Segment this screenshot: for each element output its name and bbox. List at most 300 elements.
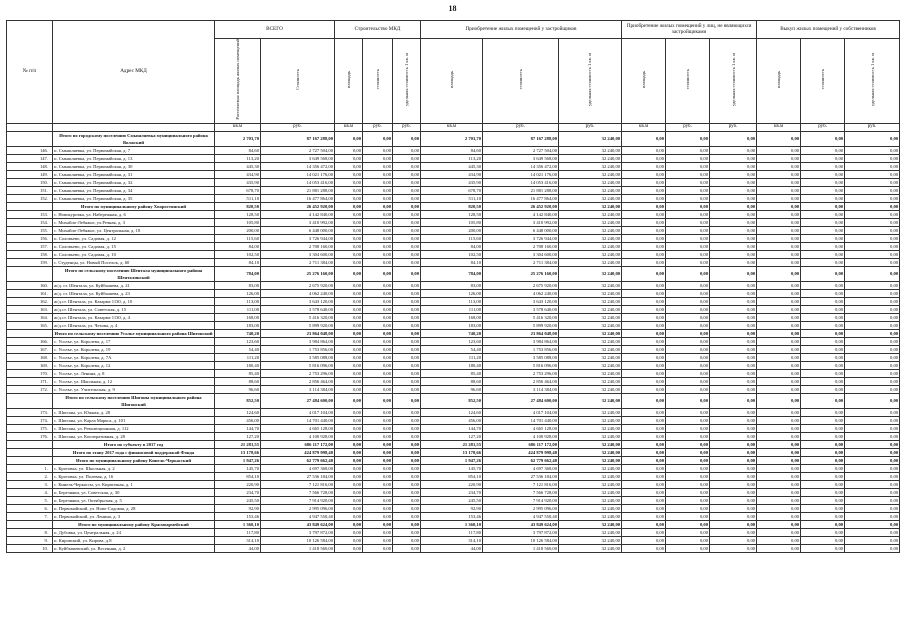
- unit-area: кв.м: [622, 123, 666, 131]
- value-cell: 0,00: [363, 281, 393, 289]
- value-cell: 0,00: [622, 321, 666, 329]
- value-cell: 21 281,55: [421, 440, 483, 448]
- value-cell: 0,00: [393, 536, 421, 544]
- value-cell: 0,00: [622, 480, 666, 488]
- subtotal-row: [7, 456, 900, 464]
- value-cell: 0,00: [335, 504, 363, 512]
- value-cell: 180,40: [215, 361, 261, 369]
- subtotal-label: Итого по этапу 2017 года с финансовой поддержкой Фонда: [53, 448, 215, 456]
- value-cell: 32 240,00: [559, 250, 622, 258]
- value-cell: 0,00: [622, 186, 666, 194]
- value-cell: 0,00: [335, 234, 363, 242]
- value-cell: 7 121 816,00: [261, 480, 335, 488]
- value-cell: 3 585 088,00: [483, 353, 559, 361]
- value-cell: 4 142 840,00: [261, 210, 335, 218]
- row-number: 5.: [7, 496, 53, 504]
- value-cell: 0,00: [757, 385, 801, 393]
- row-number: [7, 393, 53, 408]
- table-row: [7, 297, 900, 305]
- subtotal-row: [7, 266, 900, 281]
- value-cell: 0,00: [393, 345, 421, 353]
- value-cell: 0,00: [757, 472, 801, 480]
- value-cell: 4 665 128,00: [261, 424, 335, 432]
- value-cell: 3 984 864,00: [483, 337, 559, 345]
- value-cell: 0,00: [666, 194, 710, 202]
- value-cell: 0,00: [801, 337, 845, 345]
- value-cell: 0,00: [363, 528, 393, 536]
- value-cell: 96,60: [215, 385, 261, 393]
- value-cell: 0,00: [393, 305, 421, 313]
- value-cell: 0,00: [666, 131, 710, 146]
- value-cell: 0,00: [335, 456, 363, 464]
- value-cell: 111,00: [421, 305, 483, 313]
- value-cell: 0,00: [710, 520, 757, 528]
- value-cell: 0,00: [666, 297, 710, 305]
- value-cell: 0,00: [710, 369, 757, 377]
- page-number: 18: [448, 4, 457, 13]
- row-number: 173.: [7, 408, 53, 416]
- value-cell: 0,00: [710, 234, 757, 242]
- value-cell: 0,00: [666, 242, 710, 250]
- value-cell: 0,00: [710, 480, 757, 488]
- address-cell: п. Смышляевка, ул. Первомайская, д. 13: [53, 154, 215, 162]
- address-cell: с. Кротовка, ул. Полевая, д. 16: [53, 472, 215, 480]
- value-cell: 0,00: [666, 234, 710, 242]
- table-row: [7, 162, 900, 170]
- value-cell: 14 021 176,00: [483, 170, 559, 178]
- value-cell: 0,00: [393, 194, 421, 202]
- row-number: 163.: [7, 305, 53, 313]
- value-cell: 0,00: [363, 210, 393, 218]
- value-cell: 0,00: [710, 305, 757, 313]
- value-cell: 0,00: [710, 194, 757, 202]
- value-cell: 0,00: [710, 281, 757, 289]
- value-cell: 7 914 920,00: [261, 496, 335, 504]
- subheader-area: площадь: [335, 39, 363, 124]
- value-cell: 678,70: [421, 186, 483, 194]
- value-cell: 0,00: [757, 440, 801, 448]
- value-cell: 0,00: [622, 369, 666, 377]
- value-cell: 1 947,26: [421, 456, 483, 464]
- value-cell: 0,00: [666, 154, 710, 162]
- value-cell: 0,00: [335, 377, 363, 385]
- row-number: 169.: [7, 361, 53, 369]
- value-cell: 0,00: [710, 226, 757, 234]
- row-number: 147.: [7, 154, 53, 162]
- value-cell: 854,10: [421, 472, 483, 480]
- address-cell: с. Усолье, ул. Королева, д. 12: [53, 361, 215, 369]
- value-cell: 445,30: [421, 162, 483, 170]
- row-number: 152.: [7, 194, 53, 202]
- value-cell: 32 240,00: [559, 448, 622, 456]
- value-cell: 2 675 920,00: [483, 281, 559, 289]
- value-cell: 511,10: [421, 194, 483, 202]
- value-cell: 0,00: [801, 178, 845, 186]
- table-row: [7, 281, 900, 289]
- unit-area: кв.м: [757, 123, 801, 131]
- address-cell: ж/д. ст. Шентала, ул. Куйбышева, д. 21: [53, 281, 215, 289]
- value-cell: 0,00: [801, 480, 845, 488]
- value-cell: 0,00: [801, 250, 845, 258]
- value-cell: 32 240,00: [559, 131, 622, 146]
- address-cell: с. Новокуровка, ул. Набережная, д. 6: [53, 210, 215, 218]
- table-row: [7, 242, 900, 250]
- value-cell: 0,00: [393, 448, 421, 456]
- value-cell: 84,60: [215, 146, 261, 154]
- row-number: 150.: [7, 178, 53, 186]
- value-cell: 424 879 998,40: [261, 448, 335, 456]
- value-cell: 32 240,00: [559, 520, 622, 528]
- value-cell: 0,00: [393, 281, 421, 289]
- value-cell: 0,00: [666, 345, 710, 353]
- row-number: [7, 202, 53, 210]
- value-cell: 0,00: [393, 266, 421, 281]
- value-cell: 0,00: [666, 353, 710, 361]
- value-cell: 0,00: [757, 424, 801, 432]
- value-cell: 32 240,00: [559, 321, 622, 329]
- value-cell: 5 899 920,00: [483, 321, 559, 329]
- value-cell: 0,00: [666, 266, 710, 281]
- address-cell: ж/д.ст. Шентала, ул. Казарма 1130, д. 10: [53, 297, 215, 305]
- value-cell: 6 448 000,00: [261, 226, 335, 234]
- table-row: [7, 146, 900, 154]
- value-cell: 0,00: [622, 472, 666, 480]
- value-cell: 4 062 240,00: [261, 289, 335, 297]
- value-cell: 852,50: [215, 393, 261, 408]
- value-cell: 3 410 992,00: [483, 218, 559, 226]
- value-cell: 113,00: [421, 297, 483, 305]
- address-cell: с. Усолье, ул. Королева, д. 19: [53, 345, 215, 353]
- value-cell: 0,00: [710, 329, 757, 337]
- value-cell: 0,00: [363, 464, 393, 472]
- value-cell: 92,90: [215, 504, 261, 512]
- value-cell: 0,00: [622, 242, 666, 250]
- table-row: [7, 504, 900, 512]
- value-cell: 0,00: [335, 536, 363, 544]
- value-cell: 0,00: [845, 226, 900, 234]
- value-cell: 0,00: [393, 154, 421, 162]
- value-cell: 0,00: [710, 385, 757, 393]
- col-address-header: Адрес МКД: [53, 21, 215, 124]
- value-cell: 0,00: [666, 361, 710, 369]
- table-body: [7, 131, 900, 552]
- value-cell: 0,00: [335, 226, 363, 234]
- value-cell: 0,00: [363, 154, 393, 162]
- value-cell: 0,00: [666, 512, 710, 520]
- value-cell: 0,00: [801, 520, 845, 528]
- subheader-unit-cost: удельная стоимость 1 кв. м: [710, 39, 757, 124]
- value-cell: 0,00: [757, 234, 801, 242]
- value-cell: 0,00: [622, 218, 666, 226]
- value-cell: 32 240,00: [559, 218, 622, 226]
- value-cell: 14 701 440,00: [483, 416, 559, 424]
- value-cell: 0,00: [335, 313, 363, 321]
- value-cell: 0,00: [801, 146, 845, 154]
- value-cell: 2 753 296,00: [483, 369, 559, 377]
- value-cell: 0,00: [622, 289, 666, 297]
- value-cell: 0,00: [363, 488, 393, 496]
- value-cell: 0,00: [757, 480, 801, 488]
- value-cell: 0,00: [757, 305, 801, 313]
- value-cell: 0,00: [393, 480, 421, 488]
- value-cell: 32 240,00: [559, 369, 622, 377]
- address-cell: п. Смышляевка, ул. Первомайская, д. 34: [53, 186, 215, 194]
- value-cell: 0,00: [757, 544, 801, 552]
- value-cell: 0,00: [710, 416, 757, 424]
- value-cell: 3 726 944,00: [261, 234, 335, 242]
- table-row: [7, 488, 900, 496]
- unit-rub: руб.: [559, 123, 622, 131]
- value-cell: 0,00: [757, 297, 801, 305]
- value-cell: 0,00: [622, 131, 666, 146]
- value-cell: 0,00: [801, 202, 845, 210]
- value-cell: 245,50: [215, 496, 261, 504]
- value-cell: 92,90: [421, 504, 483, 512]
- value-cell: 0,00: [845, 464, 900, 472]
- address-cell: п. Смышляевка, ул. Первомайская, д. 7: [53, 146, 215, 154]
- address-cell: п. Смышляевка, ул. Первомайская, д. 30: [53, 162, 215, 170]
- row-number: 3.: [7, 480, 53, 488]
- value-cell: 0,00: [845, 218, 900, 226]
- value-cell: 245,50: [421, 496, 483, 504]
- row-number: 176.: [7, 432, 53, 440]
- value-cell: 0,00: [622, 266, 666, 281]
- value-cell: 0,00: [845, 146, 900, 154]
- value-cell: 3 797 872,00: [261, 528, 335, 536]
- value-cell: 14 053 416,00: [261, 178, 335, 186]
- subtotal-row: [7, 520, 900, 528]
- value-cell: 4 142 840,00: [483, 210, 559, 218]
- table-row: [7, 258, 900, 266]
- value-cell: 3 726 944,00: [483, 234, 559, 242]
- value-cell: 0,00: [393, 488, 421, 496]
- value-cell: 0,00: [845, 480, 900, 488]
- address-cell: с. Кротовка, ул. Школьная, д. 2: [53, 464, 215, 472]
- row-number: [7, 456, 53, 464]
- value-cell: 0,00: [801, 313, 845, 321]
- value-cell: 84,00: [421, 242, 483, 250]
- value-cell: 3 578 640,00: [261, 305, 335, 313]
- value-cell: 0,00: [622, 202, 666, 210]
- value-cell: 0,00: [363, 202, 393, 210]
- value-cell: 0,00: [757, 353, 801, 361]
- value-cell: 32 240,00: [559, 258, 622, 266]
- value-cell: 0,00: [757, 528, 801, 536]
- value-cell: 0,00: [363, 361, 393, 369]
- value-cell: 0,00: [757, 408, 801, 416]
- value-cell: 32 240,00: [559, 345, 622, 353]
- value-cell: 0,00: [710, 178, 757, 186]
- subtotal-row: [7, 329, 900, 337]
- value-cell: 180,40: [421, 361, 483, 369]
- value-cell: 0,00: [393, 210, 421, 218]
- address-cell: п. Первомайский, ул. Ново-Садовая, д. 28: [53, 504, 215, 512]
- value-cell: 0,00: [335, 432, 363, 440]
- value-cell: 0,00: [622, 504, 666, 512]
- value-cell: 0,00: [622, 424, 666, 432]
- value-cell: 0,00: [666, 480, 710, 488]
- value-cell: 7 121 816,00: [483, 480, 559, 488]
- value-cell: 32 240,00: [559, 361, 622, 369]
- value-cell: 0,00: [393, 496, 421, 504]
- value-cell: 0,00: [845, 210, 900, 218]
- value-cell: 2 703,70: [215, 131, 261, 146]
- value-cell: 784,00: [215, 266, 261, 281]
- value-cell: 32 240,00: [559, 512, 622, 520]
- value-cell: 0,00: [757, 242, 801, 250]
- value-cell: 0,00: [845, 440, 900, 448]
- value-cell: 0,00: [845, 258, 900, 266]
- value-cell: 0,00: [845, 186, 900, 194]
- value-cell: 14 701 440,00: [261, 416, 335, 424]
- value-cell: 0,00: [757, 266, 801, 281]
- row-number: 158.: [7, 250, 53, 258]
- value-cell: 5 899 920,00: [261, 321, 335, 329]
- value-cell: 128,50: [421, 210, 483, 218]
- value-cell: 0,00: [335, 337, 363, 345]
- value-cell: 14 356 472,00: [261, 162, 335, 170]
- value-cell: 0,00: [666, 393, 710, 408]
- subtotal-label: Итого по муниципальному району Кинель-Черкасский: [53, 456, 215, 464]
- value-cell: 96,60: [421, 385, 483, 393]
- row-number: [7, 440, 53, 448]
- value-cell: 0,00: [335, 266, 363, 281]
- value-cell: 32 240,00: [559, 281, 622, 289]
- value-cell: 128,50: [215, 210, 261, 218]
- value-cell: 0,00: [845, 313, 900, 321]
- value-cell: 4 947 550,40: [261, 512, 335, 520]
- address-cell: с. Шигоны, ул. Южная, д. 28: [53, 408, 215, 416]
- value-cell: 0,00: [622, 393, 666, 408]
- value-cell: 0,00: [666, 162, 710, 170]
- value-cell: 820,50: [215, 202, 261, 210]
- value-cell: 0,00: [622, 210, 666, 218]
- unit-cell: [53, 123, 215, 131]
- value-cell: 0,00: [622, 297, 666, 305]
- value-cell: 0,00: [801, 488, 845, 496]
- value-cell: 0,00: [666, 226, 710, 234]
- value-cell: 0,00: [710, 250, 757, 258]
- value-cell: 0,00: [393, 464, 421, 472]
- value-cell: 0,00: [666, 408, 710, 416]
- value-cell: 32 240,00: [559, 472, 622, 480]
- value-cell: 32 240,00: [559, 480, 622, 488]
- value-cell: 0,00: [757, 170, 801, 178]
- value-cell: 7 914 920,00: [483, 496, 559, 504]
- value-cell: 1 753 856,00: [483, 345, 559, 353]
- value-cell: 0,00: [801, 321, 845, 329]
- value-cell: 54,40: [215, 345, 261, 353]
- value-cell: 0,00: [757, 226, 801, 234]
- value-cell: 0,00: [710, 266, 757, 281]
- row-number: 156.: [7, 234, 53, 242]
- subheader-cost: стоимость: [483, 39, 559, 124]
- value-cell: 0,00: [335, 393, 363, 408]
- table-row: [7, 361, 900, 369]
- value-cell: 0,00: [393, 186, 421, 194]
- value-cell: 21 881 288,00: [483, 186, 559, 194]
- row-number: [7, 448, 53, 456]
- subtotal-row: [7, 202, 900, 210]
- value-cell: 0,00: [801, 385, 845, 393]
- value-cell: 0,00: [845, 512, 900, 520]
- value-cell: 3 114 384,00: [261, 385, 335, 393]
- value-cell: 0,00: [666, 289, 710, 297]
- address-cell: п. Кировский, ул. Кирова, д.8: [53, 536, 215, 544]
- value-cell: 32 240,00: [559, 504, 622, 512]
- value-cell: 0,00: [363, 131, 393, 146]
- value-cell: 44,00: [421, 544, 483, 552]
- value-cell: 1 947,26: [215, 456, 261, 464]
- value-cell: 4 100 928,00: [483, 432, 559, 440]
- value-cell: 0,00: [801, 512, 845, 520]
- value-cell: 0,00: [801, 464, 845, 472]
- value-cell: 32 240,00: [559, 289, 622, 297]
- value-cell: 0,00: [666, 432, 710, 440]
- table-row: [7, 345, 900, 353]
- value-cell: 0,00: [393, 528, 421, 536]
- value-cell: 0,00: [335, 131, 363, 146]
- table-row: [7, 416, 900, 424]
- value-cell: 16 477 864,00: [483, 194, 559, 202]
- value-cell: 0,00: [757, 202, 801, 210]
- value-cell: 0,00: [393, 353, 421, 361]
- value-cell: 0,00: [363, 170, 393, 178]
- table-row: [7, 528, 900, 536]
- value-cell: 0,00: [335, 250, 363, 258]
- value-cell: 0,00: [335, 408, 363, 416]
- value-cell: 32 240,00: [559, 234, 622, 242]
- value-cell: 0,00: [622, 432, 666, 440]
- value-cell: 32 240,00: [559, 353, 622, 361]
- value-cell: 3 643 120,00: [261, 297, 335, 305]
- value-cell: 0,00: [666, 377, 710, 385]
- value-cell: 0,00: [757, 488, 801, 496]
- value-cell: 0,00: [666, 424, 710, 432]
- value-cell: 0,00: [710, 361, 757, 369]
- subtotal-label: Итого по муниципальному району Красноармейский: [53, 520, 215, 528]
- value-cell: 0,00: [363, 162, 393, 170]
- value-cell: 0,00: [710, 297, 757, 305]
- value-cell: 0,00: [363, 313, 393, 321]
- value-cell: 0,00: [801, 154, 845, 162]
- value-cell: 0,00: [363, 305, 393, 313]
- value-cell: 32 240,00: [559, 496, 622, 504]
- value-cell: 13 178,66: [215, 448, 261, 456]
- value-cell: 144,70: [421, 424, 483, 432]
- row-number: 168.: [7, 353, 53, 361]
- value-cell: 0,00: [801, 377, 845, 385]
- value-cell: 686 117 172,00: [483, 440, 559, 448]
- row-number: 9.: [7, 536, 53, 544]
- value-cell: 0,00: [757, 313, 801, 321]
- value-cell: 0,00: [757, 337, 801, 345]
- value-cell: 0,00: [801, 345, 845, 353]
- value-cell: 32 240,00: [559, 242, 622, 250]
- table-row: [7, 289, 900, 297]
- value-cell: 820,50: [421, 202, 483, 210]
- row-number: 4.: [7, 488, 53, 496]
- value-cell: 0,00: [666, 321, 710, 329]
- table-row: [7, 544, 900, 552]
- table-row: [7, 234, 900, 242]
- value-cell: 0,00: [710, 186, 757, 194]
- value-cell: 0,00: [710, 258, 757, 266]
- value-cell: 852,50: [421, 393, 483, 408]
- value-cell: 0,00: [666, 186, 710, 194]
- subtotal-label: Итого по сельскому поселению Шентала муниципального района Шенталинский: [53, 266, 215, 281]
- value-cell: 314,10: [421, 536, 483, 544]
